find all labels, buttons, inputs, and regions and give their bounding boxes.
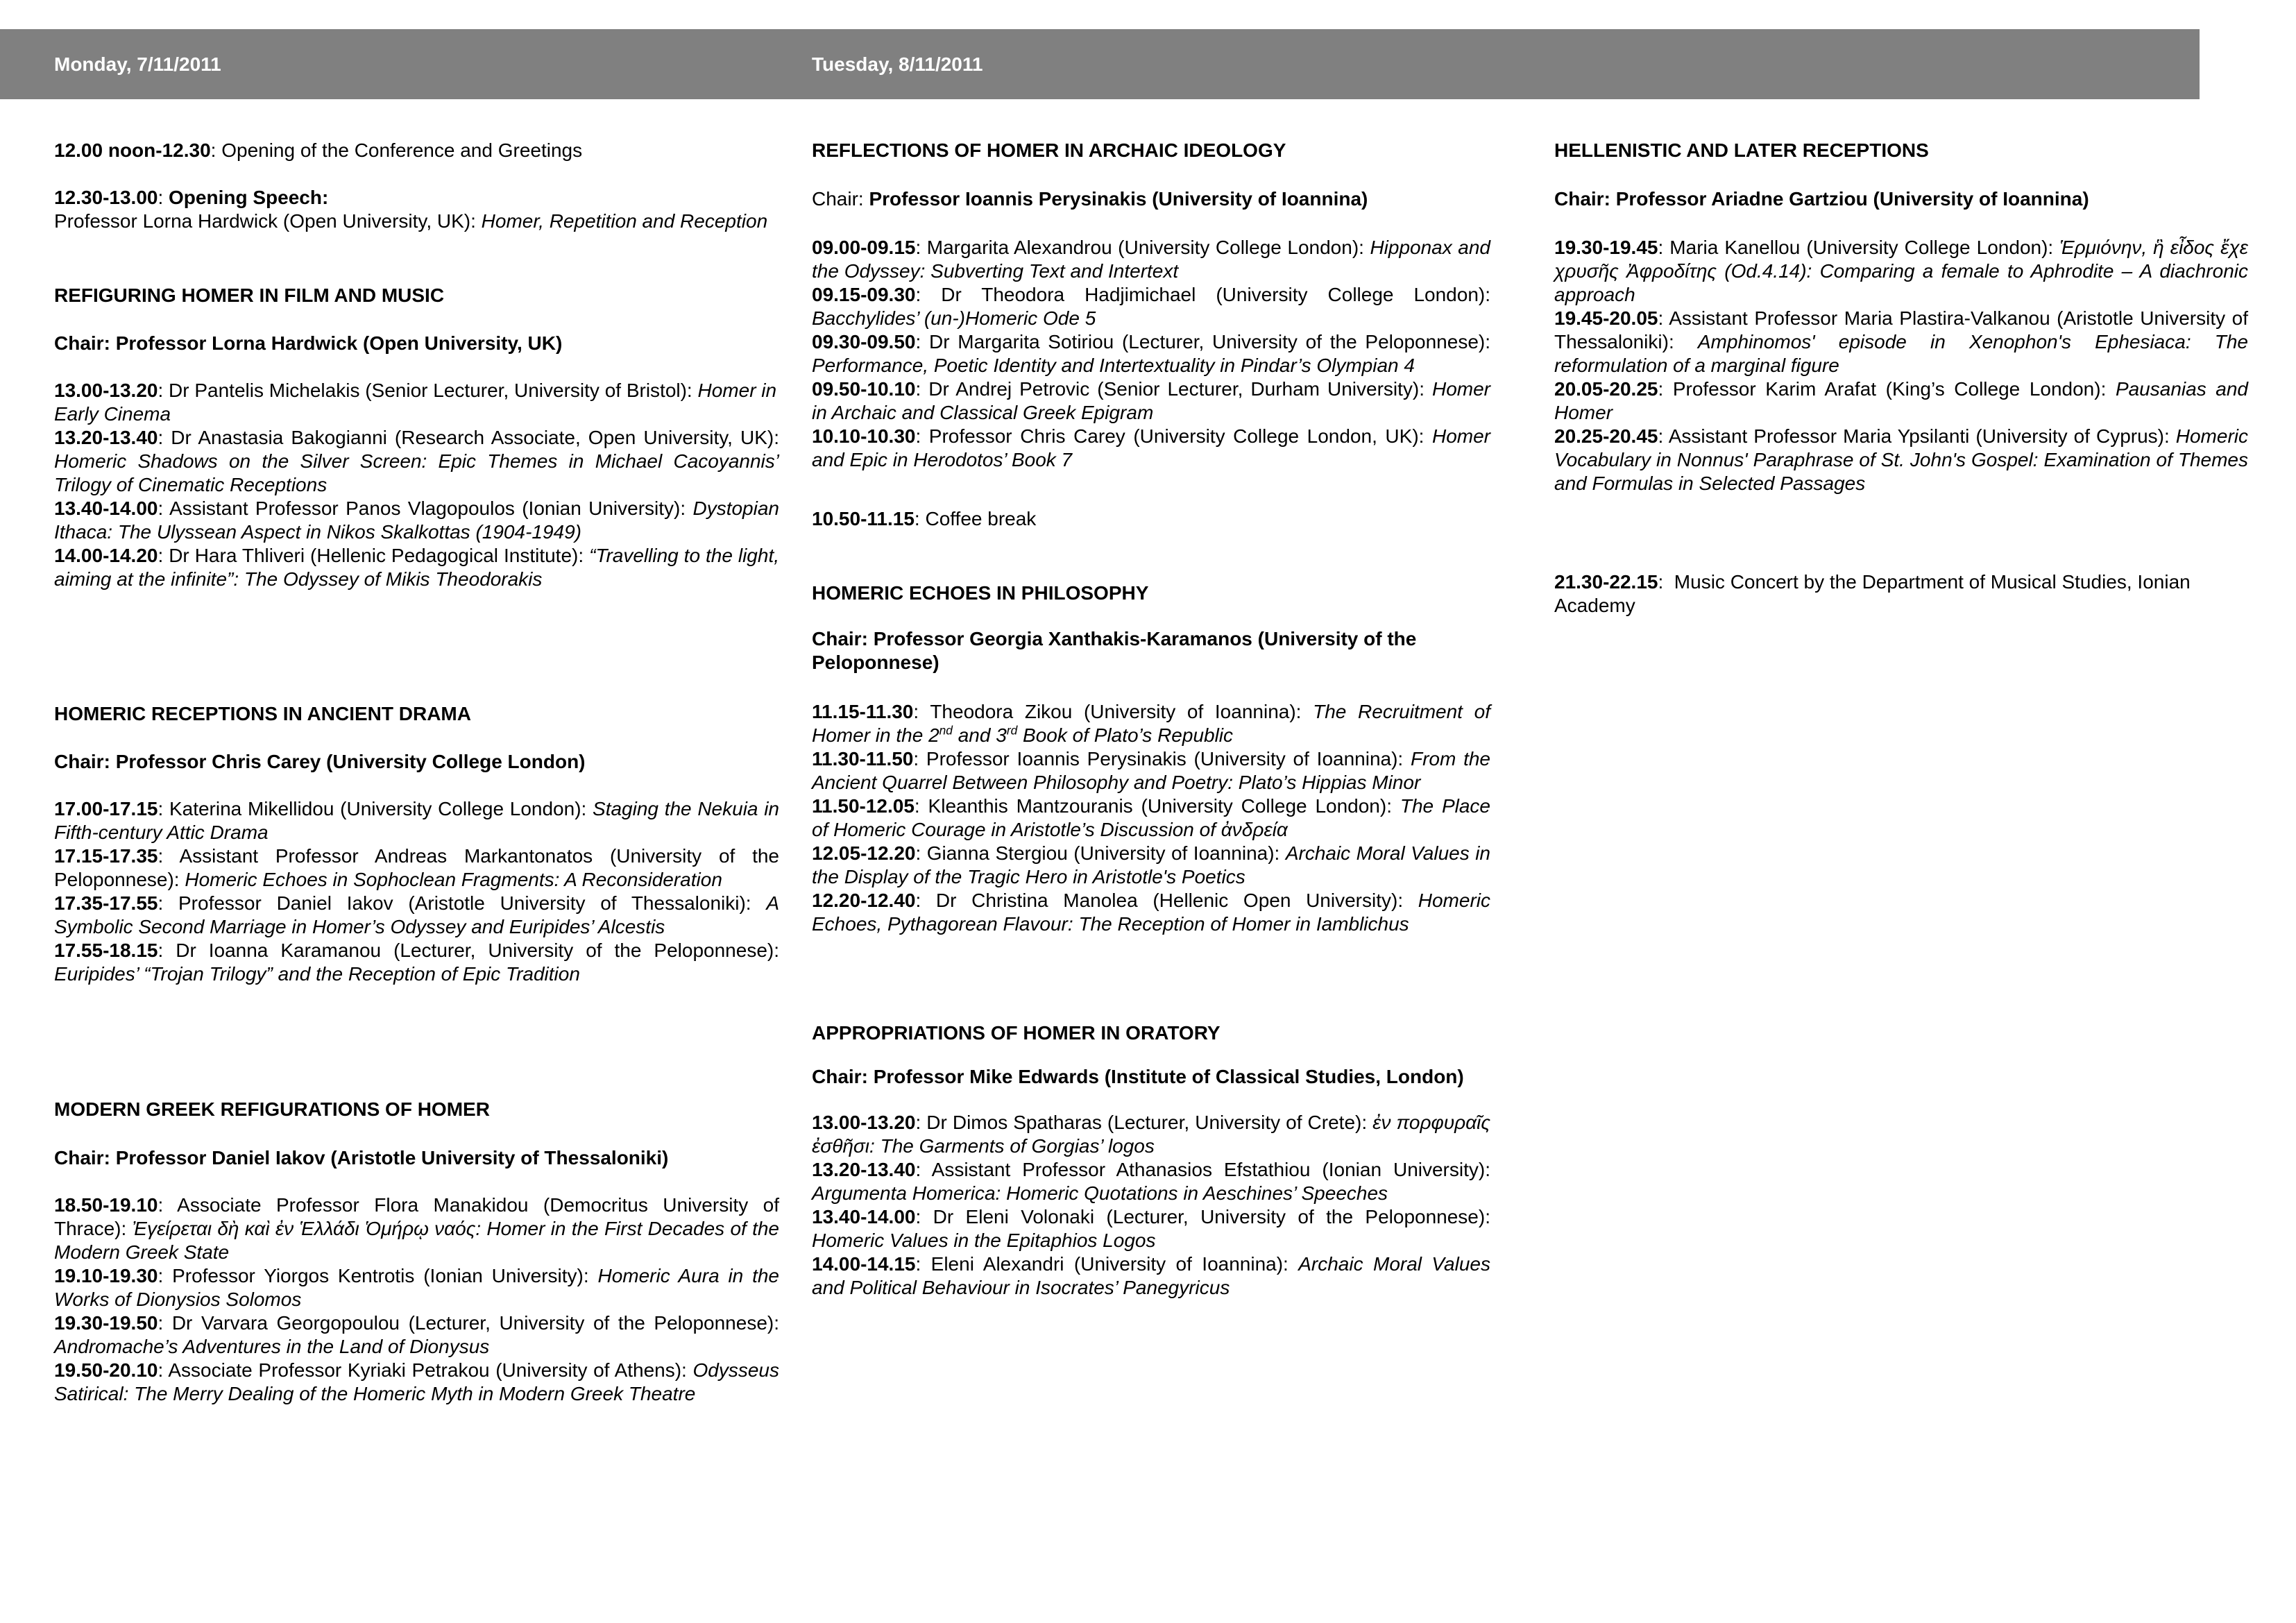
- tuesday-column-right: [1554, 139, 2248, 618]
- text-run: Homeric Values in the Epitaphios Logos: [812, 1230, 1156, 1251]
- event-item: [54, 544, 779, 591]
- text-run: The Place of Homeric Courage in Aristotle’s Discussion of ἀνδρεία: [812, 795, 1490, 840]
- text-run: Opening Speech:: [169, 187, 329, 208]
- event-item: [812, 377, 1490, 425]
- text-run: : Associate Professor Kyriaki Petrakou (University of Athens):: [158, 1359, 693, 1381]
- text-run: Archaic Moral Values in the Display of the Tragic Hero in Aristotle's Poetics: [812, 842, 1490, 887]
- time-label: Chair:: [812, 628, 874, 649]
- text-run: : Dr Anastasia Bakogianni (Research Associate, Open University, UK):: [158, 427, 779, 448]
- text-run: : Dr Theodora Hadjimichael (University College London):: [915, 284, 1490, 305]
- text-run: : Music Concert by the Department of Musical Studies, Ionian Academy: [1554, 571, 2191, 616]
- event-item: [54, 1311, 779, 1359]
- text-run: and 3: [952, 724, 1007, 746]
- time-label: 11.30-11.50: [812, 748, 914, 770]
- time-label: REFLECTIONS OF HOMER IN ARCHAIC IDEOLOGY: [812, 139, 1286, 161]
- time-label: HOMERIC ECHOES IN PHILOSOPHY: [812, 582, 1149, 604]
- text-run: Book of Plato’s Republic: [1017, 724, 1234, 746]
- time-label: 12.05-12.20: [812, 842, 916, 864]
- event-item: [812, 889, 1490, 936]
- time-label: 12.00 noon-12.30: [54, 139, 211, 161]
- time-label: 12.30-13.00: [54, 187, 158, 208]
- event-item: [54, 797, 779, 844]
- time-label: 19.30-19.50: [54, 1312, 158, 1334]
- event-item: [54, 186, 779, 233]
- text-run: Staging the Nekuia in Fifth-century Attic Drama: [54, 798, 779, 843]
- text-run: Chair:: [812, 188, 869, 210]
- text-run: : Assistant Professor Andreas Markantonatos (University of the Peloponnese):: [54, 845, 779, 890]
- time-label: 19.50-20.10: [54, 1359, 158, 1381]
- text-run: : Dr Margarita Sotiriou (Lecturer, University of the Peloponnese):: [915, 331, 1490, 352]
- note-item: [812, 507, 1490, 531]
- event-item: [812, 330, 1490, 377]
- session-heading: [54, 284, 779, 307]
- text-run: From the Ancient Quarrel Between Philosophy and Poetry: Plato’s Hippias Minor: [812, 748, 1491, 793]
- time-label: 11.50-12.05: [812, 795, 915, 817]
- time-label: 17.55-18.15: [54, 940, 158, 961]
- time-label: 13.00-13.20: [812, 1112, 916, 1133]
- text-run: : Professor Karim Arafat (King’s College London):: [1658, 378, 2116, 400]
- session-heading: [812, 139, 1490, 162]
- event-item: [812, 1158, 1490, 1205]
- time-label: 13.40-14.00: [812, 1206, 916, 1227]
- time-label: Chair:: [54, 1147, 116, 1169]
- time-label: 20.25-20.45: [1554, 425, 1658, 447]
- event-item: [812, 1205, 1490, 1252]
- event-item: [812, 236, 1490, 283]
- chair-line: [812, 627, 1490, 674]
- event-item: [54, 939, 779, 986]
- text-run: Homer in Archaic and Classical Greek Epigram: [812, 378, 1490, 423]
- event-item: [54, 892, 779, 939]
- text-run: nd: [939, 723, 953, 738]
- tuesday-column-left: [812, 139, 1490, 1300]
- session-heading: [54, 702, 779, 726]
- time-label: 11.15-11.30: [812, 701, 914, 722]
- session-heading: [812, 1021, 1490, 1045]
- time-label: 18.50-19.10: [54, 1194, 158, 1216]
- text-run: : Coffee break: [914, 508, 1037, 529]
- time-label: 19.45-20.05: [1554, 307, 1658, 329]
- time-label: 09.50-10.10: [812, 378, 916, 400]
- time-label: HELLENISTIC AND LATER RECEPTIONS: [1554, 139, 1929, 161]
- time-label: 17.15-17.35: [54, 845, 158, 867]
- time-label: HOMERIC RECEPTIONS IN ANCIENT DRAMA: [54, 703, 471, 724]
- event-item: [1554, 425, 2248, 495]
- text-run: : Dr Varvara Georgopoulou (Lecturer, University of the Peloponnese):: [158, 1312, 779, 1334]
- text-run: A Symbolic Second Marriage in Homer’s Odyssey and Euripides’ Alcestis: [54, 892, 779, 937]
- event-item: [812, 425, 1490, 472]
- time-label: Chair:: [54, 751, 116, 772]
- text-run: Homer, Repetition and Reception: [481, 210, 768, 232]
- text-run: Performance, Poetic Identity and Intertextuality in Pindar’s Olympian 4: [812, 355, 1415, 376]
- note-item: [1554, 570, 2248, 618]
- text-run: : Kleanthis Mantzouranis (University College London):: [914, 795, 1400, 817]
- time-label: 21.30-22.15: [1554, 571, 1658, 593]
- event-item: [812, 1252, 1490, 1300]
- session-heading: [812, 581, 1490, 605]
- text-run: Argumenta Homerica: Homeric Quotations in Aeschines’ Speeches: [812, 1182, 1388, 1204]
- text-run: : Dr Pantelis Michelakis (Senior Lecturer, University of Bristol):: [158, 380, 698, 401]
- time-label: REFIGURING HOMER IN FILM AND MUSIC: [54, 284, 445, 306]
- event-item: [1554, 236, 2248, 307]
- text-run: : Assistant Professor Maria Plastira-Valkanou (Aristotle University of Thessaloniki):: [1554, 307, 2248, 352]
- text-run: Professor Lorna Hardwick (Open University, UK):: [54, 210, 482, 232]
- text-run: : Gianna Stergiou (University of Ioannina):: [915, 842, 1286, 864]
- session-heading: [1554, 139, 2248, 162]
- text-run: : Katerina Mikellidou (University College London):: [158, 798, 593, 819]
- time-label: Chair:: [812, 1066, 874, 1087]
- chair-line: [1554, 187, 2248, 211]
- text-run: : Dr Christina Manolea (Hellenic Open University):: [915, 890, 1418, 911]
- text-run: Andromache’s Adventures in the Land of Dionysus: [54, 1336, 490, 1357]
- event-item: [54, 1359, 779, 1406]
- time-label: 20.05-20.25: [1554, 378, 1658, 400]
- event-item: [1554, 307, 2248, 377]
- session-heading: [54, 1098, 779, 1121]
- event-item: [54, 426, 779, 497]
- text-run: Homeric Echoes, Pythagorean Flavour: The Reception of Homer in Iamblichus: [812, 890, 1490, 935]
- time-label: 13.40-14.00: [54, 498, 158, 519]
- text-run: Professor Chris Carey (University College London): [115, 751, 586, 772]
- text-run: Homer and Epic in Herodotos’ Book 7: [812, 425, 1490, 470]
- text-run: Ἐγείρεται δὴ καὶ ἐν Ἑλλάδι Ὁμήρῳ ναός: Homer in the First Decades of the Modern Greek State: [54, 1218, 779, 1263]
- time-label: 09.00-09.15: [812, 237, 916, 258]
- event-item: [54, 1264, 779, 1311]
- text-run: : Professor Chris Carey (University College London, UK):: [915, 425, 1432, 447]
- text-run: The Recruitment of Homer in the 2: [812, 701, 1490, 746]
- time-label: 17.00-17.15: [54, 798, 158, 819]
- event-item: [812, 747, 1490, 794]
- text-run: : Margarita Alexandrou (University College London):: [915, 237, 1370, 258]
- text-run: : Dr Eleni Volonaki (Lecturer, University of the Peloponnese):: [915, 1206, 1490, 1227]
- time-label: 09.15-09.30: [812, 284, 916, 305]
- event-item: [812, 794, 1490, 842]
- text-run: ἐν πορφυραῖς ἐσθῆσι: The Garments of Gorgias’ logos: [812, 1112, 1490, 1157]
- time-label: 14.00-14.15: [812, 1253, 916, 1275]
- event-item: [812, 842, 1490, 889]
- text-run: Professor Georgia Xanthakis-Karamanos (University of the Peloponnese): [812, 628, 1417, 673]
- event-item: [54, 1193, 779, 1264]
- text-run: : Assistant Professor Panos Vlagopoulos (Ionian University):: [158, 498, 693, 519]
- text-run: Ἑρμιόνην, ἣ εἶδος ἔχε χρυσῆς Ἀφροδίτης (Od.4.14): Comparing a female to Aphrodite – A diachronic approach: [1554, 237, 2248, 305]
- text-run: Professor Lorna Hardwick (Open University, UK): [115, 332, 563, 354]
- chair-line: [54, 750, 779, 774]
- text-run: Homeric Shadows on the Silver Screen: Epic Themes in Michael Cacoyannis’ Trilogy of Cinematic Receptions: [54, 450, 779, 495]
- text-run: : Professor Yiorgos Kentrotis (Ionian University):: [158, 1265, 598, 1286]
- text-run: : Theodora Zikou (University of Ioannina):: [913, 701, 1313, 722]
- time-label: 10.10-10.30: [812, 425, 916, 447]
- text-run: : Opening of the Conference and Greetings: [210, 139, 583, 161]
- day-header-bar: [0, 29, 2200, 99]
- chair-line: [812, 1065, 1490, 1089]
- text-run: : Professor Daniel Iakov (Aristotle University of Thessaloniki):: [158, 892, 767, 914]
- event-item: [812, 283, 1490, 330]
- text-run: Homer in Early Cinema: [54, 380, 777, 425]
- text-run: : Dr Ioanna Karamanou (Lecturer, University of the Peloponnese):: [158, 940, 779, 961]
- time-label: 13.20-13.40: [812, 1159, 916, 1180]
- text-run: Amphinomos' episode in Xenophon's Ephesiaca: The reformulation of a marginal figure: [1554, 331, 2248, 376]
- text-run: : Dr Hara Thliveri (Hellenic Pedagogical Institute):: [158, 545, 590, 566]
- text-run: : Eleni Alexandri (University of Ioannina):: [915, 1253, 1299, 1275]
- time-label: Chair:: [1554, 188, 1616, 210]
- text-run: Professor Daniel Iakov (Aristotle University of Thessaloniki): [115, 1147, 669, 1169]
- time-label: 19.30-19.45: [1554, 237, 1658, 258]
- time-label: 17.35-17.55: [54, 892, 158, 914]
- text-run: Professor Mike Edwards (Institute of Classical Studies, London): [873, 1066, 1464, 1087]
- chair-line: [54, 332, 779, 355]
- time-label: 13.00-13.20: [54, 380, 158, 401]
- text-run: Professor Ioannis Perysinakis (University of Ioannina): [869, 188, 1368, 210]
- text-run: Homeric Echoes in Sophoclean Fragments: A Reconsideration: [185, 869, 722, 890]
- time-label: 09.30-09.50: [812, 331, 916, 352]
- text-run: Bacchylides’ (un-)Homeric Ode 5: [812, 307, 1096, 329]
- text-run: Hipponax and the Odyssey: Subverting Text and Intertext: [812, 237, 1490, 282]
- chair-line: [54, 1146, 779, 1170]
- time-label: Chair:: [54, 332, 116, 354]
- text-run: : Associate Professor Flora Manakidou (Democritus University of Thrace):: [54, 1194, 779, 1239]
- text-run: Archaic Moral Values and Political Behaviour in Isocrates’ Panegyricus: [812, 1253, 1490, 1298]
- text-run: Odysseus Satirical: The Merry Dealing of the Homeric Myth in Modern Greek Theatre: [54, 1359, 779, 1404]
- monday-column: [54, 139, 779, 1406]
- tuesday-header-label: Tuesday, 8/11/2011: [812, 53, 983, 75]
- text-run: : Professor Ioannis Perysinakis (University of Ioannina):: [913, 748, 1411, 770]
- event-item: [54, 139, 779, 162]
- time-label: 10.50-11.15: [812, 508, 915, 529]
- text-run: Pausanias and Homer: [1554, 378, 2248, 423]
- event-item: [54, 379, 779, 426]
- event-item: [54, 497, 779, 544]
- time-label: 13.20-13.40: [54, 427, 158, 448]
- event-item: [812, 700, 1490, 747]
- text-run: rd: [1006, 723, 1018, 738]
- time-label: 12.20-12.40: [812, 890, 916, 911]
- time-label: 14.00-14.20: [54, 545, 158, 566]
- text-run: Homeric Vocabulary in Nonnus' Paraphrase of St. John's Gospel: Examination of Themes and Formulas in Selected Passages: [1554, 425, 2248, 494]
- text-run: : Maria Kanellou (University College London):: [1658, 237, 2060, 258]
- text-run: : Dr Dimos Spatharas (Lecturer, University of Crete):: [915, 1112, 1373, 1133]
- text-run: :: [158, 187, 169, 208]
- text-run: : Assistant Professor Maria Ypsilanti (University of Cyprus):: [1658, 425, 2176, 447]
- text-run: Dystopian Ithaca: The Ulyssean Aspect in Nikos Skalkottas (1904-1949): [54, 498, 779, 543]
- text-run: Euripides’ “Trojan Trilogy” and the Reception of Epic Tradition: [54, 963, 580, 985]
- chair-line: [812, 187, 1490, 211]
- time-label: 19.10-19.30: [54, 1265, 158, 1286]
- text-run: Professor Ariadne Gartziou (University of Ioannina): [1615, 188, 2089, 210]
- monday-header-label: Monday, 7/11/2011: [54, 53, 221, 75]
- event-item: [812, 1111, 1490, 1158]
- event-item: [1554, 377, 2248, 425]
- time-label: MODERN GREEK REFIGURATIONS OF HOMER: [54, 1098, 490, 1120]
- time-label: APPROPRIATIONS OF HOMER IN ORATORY: [812, 1022, 1221, 1044]
- text-run: Homeric Aura in the Works of Dionysios Solomos: [54, 1265, 779, 1310]
- text-run: “Travelling to the light, aiming at the infinite”: The Odyssey of Mikis Theodorakis: [54, 545, 779, 590]
- event-item: [54, 844, 779, 892]
- text-run: : Assistant Professor Athanasios Efstathiou (Ionian University):: [915, 1159, 1490, 1180]
- text-run: : Dr Andrej Petrovic (Senior Lecturer, Durham University):: [915, 378, 1432, 400]
